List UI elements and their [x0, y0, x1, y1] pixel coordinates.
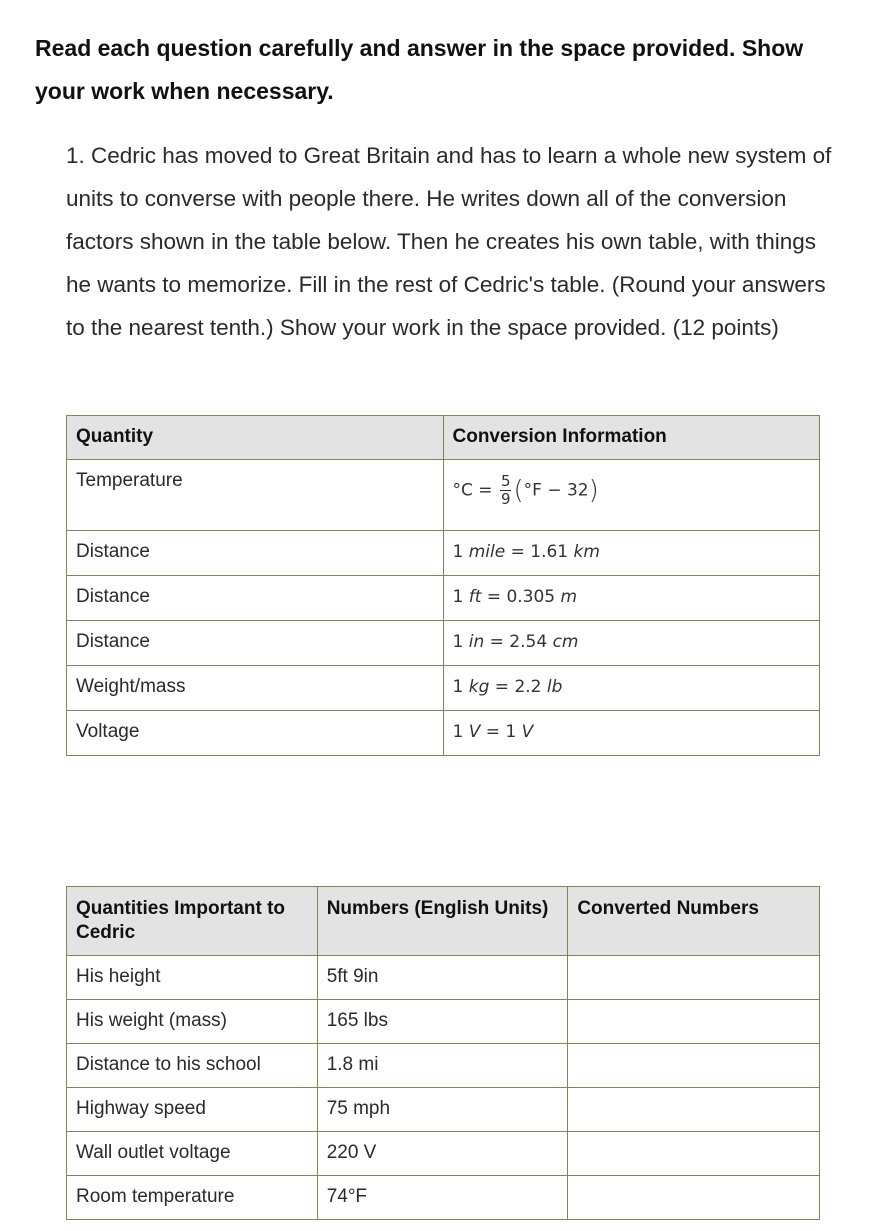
close-paren: ) — [588, 475, 599, 506]
quantity-cell: Distance — [67, 576, 444, 621]
converted-answer-cell[interactable] — [568, 1000, 820, 1044]
header-quantity: Quantity — [67, 416, 444, 460]
right-unit: cm — [552, 632, 579, 652]
quantity-cell: His weight (mass) — [67, 1000, 318, 1044]
temperature-formula — [443, 460, 820, 531]
quantity-cell: Room temperature — [67, 1176, 318, 1220]
fraction-denominator: 9 — [500, 490, 511, 508]
header-conversion-information: Conversion Information — [443, 416, 820, 460]
conversion-cell — [443, 576, 820, 621]
left-unit: kg — [468, 677, 490, 697]
header-row — [67, 887, 820, 956]
converted-answer-cell[interactable] — [568, 1132, 820, 1176]
english-value-cell: 74°F — [317, 1176, 568, 1220]
left-unit: in — [468, 632, 485, 652]
table-row — [67, 621, 820, 666]
english-value-cell: 165 lbs — [317, 1000, 568, 1044]
conversion-table — [66, 415, 820, 756]
fraction-numerator: 5 — [500, 472, 511, 490]
table-row — [67, 666, 820, 711]
table-row — [67, 1000, 820, 1044]
header-english-units: Numbers (English Units) — [317, 887, 568, 956]
fraction — [500, 473, 512, 508]
right-unit: m — [560, 587, 578, 607]
conversion-cell — [443, 531, 820, 576]
quantity-cell: Wall outlet voltage — [67, 1132, 318, 1176]
conversion-cell — [443, 711, 820, 756]
instructions: Read each question carefully and answer in the space provided. Show your work when necessary. — [35, 35, 804, 104]
conversion-cell — [443, 621, 820, 666]
formula-inner: °F − 32 — [523, 480, 589, 501]
quantity-cell: Distance to his school — [67, 1044, 318, 1088]
right-number: 2.54 — [509, 632, 548, 652]
quantity-cell: Voltage — [67, 711, 444, 756]
right-unit: km — [573, 542, 600, 562]
left-unit: ft — [468, 587, 482, 607]
left-number: 1 — [452, 677, 464, 697]
table-row — [67, 1088, 820, 1132]
right-unit: lb — [546, 677, 563, 697]
left-number: 1 — [452, 542, 464, 562]
left-number: 1 — [452, 722, 464, 742]
converted-answer-cell[interactable] — [568, 1088, 820, 1132]
header-quantities-important: Quantities Important to Cedric — [67, 887, 318, 956]
left-number: 1 — [452, 632, 464, 652]
right-number: 1.61 — [530, 542, 569, 562]
table-row — [67, 1044, 820, 1088]
header-row — [67, 416, 820, 460]
left-number: 1 — [452, 587, 464, 607]
quantity-cell: Distance — [67, 621, 444, 666]
quantity-cell: Temperature — [67, 460, 444, 531]
quantity-cell: Highway speed — [67, 1088, 318, 1132]
header-converted-numbers: Converted Numbers — [568, 887, 820, 956]
table-row — [67, 956, 820, 1000]
quantity-cell: His height — [67, 956, 318, 1000]
quantity-cell: Distance — [67, 531, 444, 576]
table-row — [67, 1132, 820, 1176]
english-value-cell: 1.8 mi — [317, 1044, 568, 1088]
table-row — [67, 711, 820, 756]
left-unit: mile — [468, 542, 506, 562]
equals-sign: = — [485, 722, 501, 742]
table-row — [67, 576, 820, 621]
english-value-cell: 75 mph — [317, 1088, 568, 1132]
converted-answer-cell[interactable] — [568, 1044, 820, 1088]
english-value-cell: 220 V — [317, 1132, 568, 1176]
conversion-cell — [443, 666, 820, 711]
right-number: 1 — [505, 722, 517, 742]
converted-answer-cell[interactable] — [568, 956, 820, 1000]
equals-sign: = — [486, 587, 502, 607]
table-row — [67, 531, 820, 576]
equals-sign: = — [489, 632, 504, 652]
equals-sign: = — [494, 677, 510, 697]
question-text: 1. Cedric has moved to Great Britain and has to learn a whole new system of units to converse with people there. He writes down all of the conversion factors shown in the table below. Then he creates his own table, with things he wants to memorize. Fill in the rest of Cedric's table. (Round your answers to the nearest tenth.) Show your work in the space provided. (12 points) — [66, 143, 832, 340]
table-row — [67, 460, 820, 531]
quantity-cell: Weight/mass — [67, 666, 444, 711]
equals-sign: = — [510, 542, 525, 562]
right-unit: V — [521, 722, 534, 742]
left-unit: V — [468, 722, 481, 742]
cedric-table — [66, 886, 820, 1220]
converted-answer-cell[interactable] — [568, 1176, 820, 1220]
open-paren: ( — [513, 475, 524, 506]
right-number: 0.305 — [506, 587, 556, 607]
right-number: 2.2 — [514, 677, 542, 697]
formula-lhs: °C = — [452, 480, 493, 501]
table-row — [67, 1176, 820, 1220]
english-value-cell: 5ft 9in — [317, 956, 568, 1000]
